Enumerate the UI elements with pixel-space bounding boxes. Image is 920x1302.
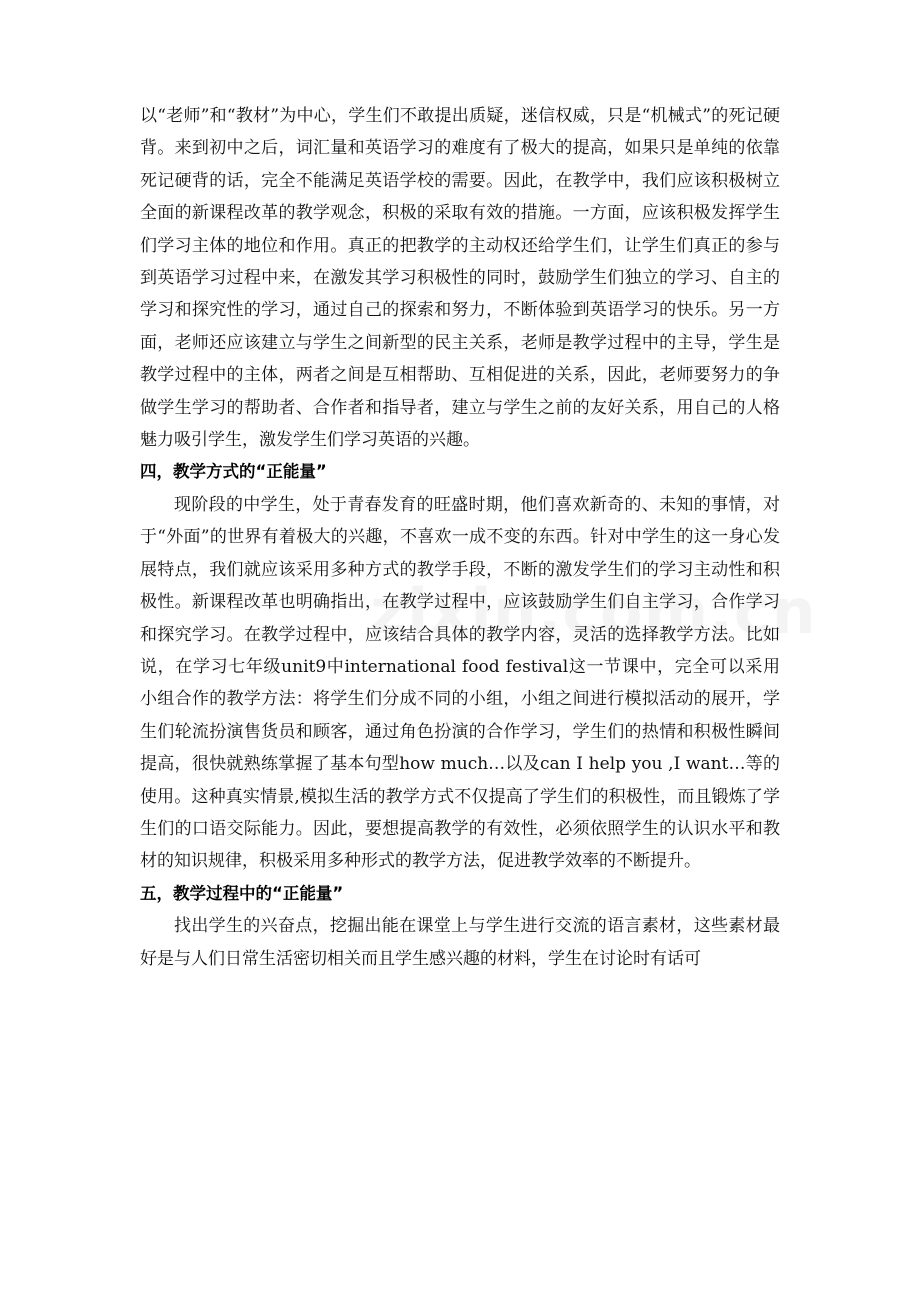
section-heading-4: 四，教学方式的“正能量” xyxy=(140,462,327,482)
body-paragraph: 以“老师”和“教材”为中心，学生们不敢提出质疑，迷信权威，只是“机械式”的死记硬背。来到初中之后，词汇量和英语学习的难度有了极大的提高，如果只是单纯的依靠死记硬背的话，完全不能满足英语学校的需要。因此，在教学中，我们应该积极树立全面的新课程改革的教学观念，积极的采取有效的措施。一方面，应该积极发挥学生们学习主体的地位和作用。真正的把教学的主动权还给学生们，让学生们真正的参与到英语学习过程中来，在激发其学习积极性的同时，鼓励学生们独立的学习、自主的学习和探究性的学习，通过自己的探索和努力，不断体验到英语学习的快乐。另一方面，老师还应该建立与学生之间新型的民主关系，老师是教学过程中的主导，学生是教学过程中的主体，两者之间是互相帮助、互相促进的关系，因此，老师要努力的争做学生学习的帮助者、合作者和指导者，建立与学生之前的友好关系，用自己的人格魅力吸引学生，激发学生们学习英语的兴趣。 xyxy=(140,106,780,451)
section-heading-5: 五，教学过程中的“正能量” xyxy=(140,883,344,903)
body-paragraph: 现阶段的中学生，处于青春发育的旺盛时期，他们喜欢新奇的、未知的事情，对于“外面”的世界有着极大的兴趣，不喜欢一成不变的东西。针对中学生的这一身心发展特点，我们就应该采用多种方式的教学手段，不断的激发学生们的学习主动性和积极性。新课程改革也明确指出，在教学过程中，应该鼓励学生们自主学习，合作学习和探究学习。在教学过程中，应该结合具体的教学内容，灵活的选择教学方法。比如说，在学习七年级unit9中international food festival这一节课中，完全可以采用小组合作的教学方法：将学生们分成不同的小组，小组之间进行模拟活动的展开，学生们轮流扮演售货员和顾客，通过角色扮演的合作学习，学生们的热情和积极性瞬间提高，很快就熟练掌握了基本句型how much…以及can I help you ,I want…等的使用。这种真实情景,模拟生活的教学方式不仅提高了学生们的积极性，而且锻炼了学生们的口语交际能力。因此，要想提高教学的有效性，必须依照学生的认识水平和教材的知识规律，积极采用多种形式的教学方法，促进教学效率的不断提升。 xyxy=(140,494,780,872)
document-page xyxy=(140,100,780,975)
body-paragraph: 找出学生的兴奋点，挖掘出能在课堂上与学生进行交流的语言素材，这些素材最好是与人们日常生活密切相关而且学生感兴趣的材料，学生在讨论时有话可 xyxy=(140,916,780,969)
